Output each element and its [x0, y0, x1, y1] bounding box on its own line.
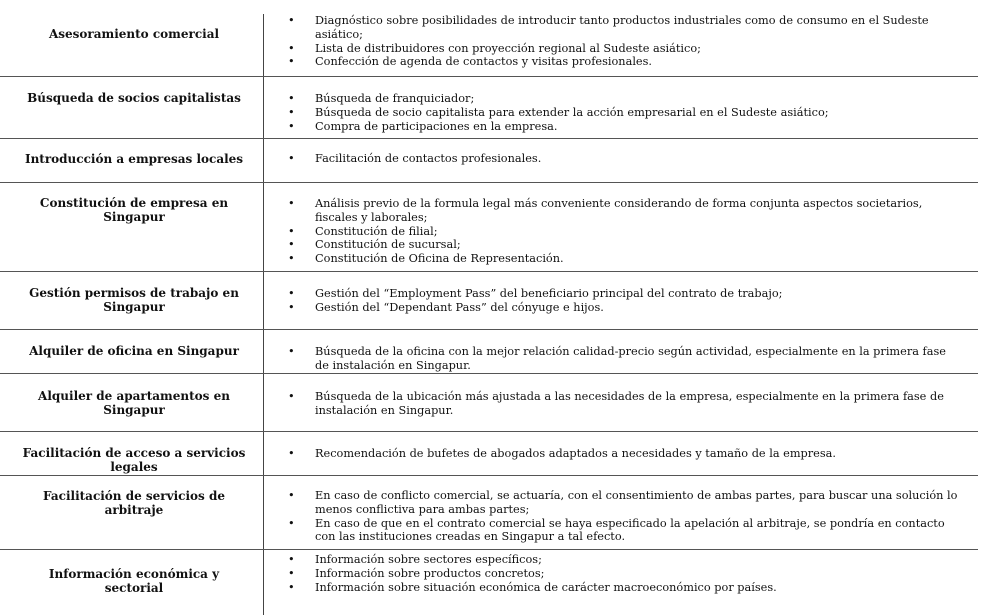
list-item: • Recomendación de bufetes de abogados adaptados a necesidades y tamaño de la empresa.: [288, 447, 958, 461]
list-item: • Análisis previo de la formula legal más conveniente considerando de forma conjunta aspectos societarios, fiscales y laborales;: [288, 197, 958, 225]
list-item: • Diagnóstico sobre posibilidades de introducir tanto productos industriales como de consumo en el Sudeste asiático;: [288, 14, 958, 42]
list-item: • Búsqueda de la oficina con la mejor relación calidad-precio según actividad, especialmente en la primera fase de instalación en Singapur.: [288, 345, 958, 373]
list-item: • Gestión del “Employment Pass” del beneficiario principal del contrato de trabajo;: [288, 287, 958, 301]
list-item: • Compra de participaciones en la empresa.: [288, 120, 958, 134]
row-items: [288, 447, 958, 461]
list-item: • En caso de que en el contrato comercial se haya especificado la apelación al arbitraje, se pondría en contacto con las instituciones creadas en Singapur a tal efecto.: [288, 517, 958, 545]
list-item: • Búsqueda de la ubicación más ajustada a las necesidades de la empresa, especialmente en la primera fase de instalación en Singapur.: [288, 390, 958, 418]
list-item: • Confección de agenda de contactos y visitas profesionales.: [288, 55, 958, 69]
row-label: Búsqueda de socios capitalistas: [27, 91, 241, 105]
row-items: [288, 92, 958, 133]
list-item: • Información sobre situación económica de carácter macroeconómico por países.: [288, 581, 958, 595]
row-items: [288, 14, 958, 69]
list-item: • Constitución de filial;: [288, 225, 958, 239]
row-label: Asesoramiento comercial: [48, 27, 220, 41]
row-label: Alquiler de oficina en Singapur: [29, 344, 239, 358]
row-label: Facilitación de acceso a servicios legales: [22, 446, 246, 474]
row-label: Alquiler de apartamentos en Singapur: [38, 389, 230, 417]
row-label: Introducción a empresas locales: [24, 152, 244, 166]
list-item: • Búsqueda de socio capitalista para extender la acción empresarial en el Sudeste asiático;: [288, 106, 958, 120]
row-label: Facilitación de servicios de arbitraje: [43, 489, 225, 517]
row-label: Gestión permisos de trabajo en Singapur: [29, 286, 239, 314]
row-items: [288, 345, 958, 373]
row-items: [288, 390, 958, 418]
row-label: Información económica y sectorial: [48, 567, 220, 595]
row-items: [288, 553, 958, 594]
list-item: • Gestión del “Dependant Pass” del cónyuge e hijos.: [288, 301, 958, 315]
list-item: • En caso de conflicto comercial, se actuaría, con el consentimiento de ambas partes, para buscar una solución lo menos conflictiva para ambas partes;: [288, 489, 958, 517]
list-item: • Información sobre productos concretos;: [288, 567, 958, 581]
list-item: • Búsqueda de franquiciador;: [288, 92, 958, 106]
row-items: [288, 287, 958, 315]
row-items: [288, 152, 958, 166]
list-item: • Constitución de Oficina de Representación.: [288, 252, 958, 266]
list-item: • Lista de distribuidores con proyección regional al Sudeste asiático;: [288, 42, 958, 56]
list-item: • Constitución de sucursal;: [288, 238, 958, 252]
row-items: [288, 197, 958, 266]
row-label: Constitución de empresa en Singapur: [39, 196, 229, 224]
list-item: • Información sobre sectores específicos;: [288, 553, 958, 567]
list-item: • Facilitación de contactos profesionales.: [288, 152, 958, 166]
row-items: [288, 489, 958, 544]
